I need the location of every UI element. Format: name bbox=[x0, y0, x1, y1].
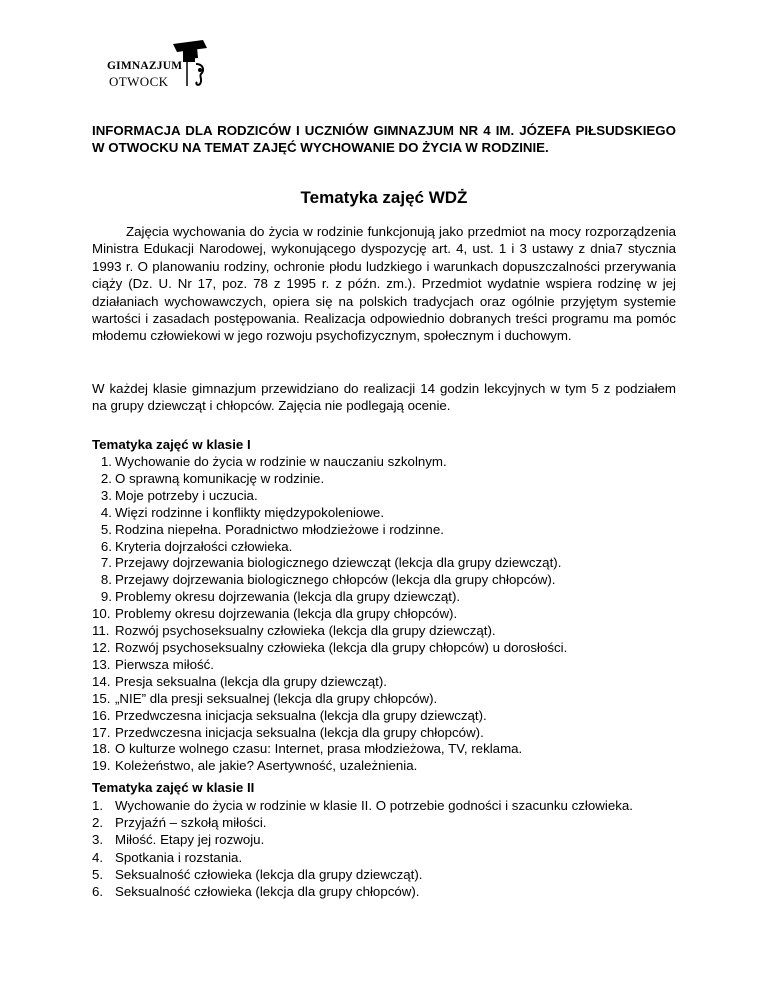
list-item: 3. Miłość. Etapy jej rozwoju. bbox=[92, 832, 265, 848]
list-item: 6. Kryteria dojrzałości człowieka. bbox=[100, 538, 293, 554]
class1-section-title: Tematyka zajęć w klasie I bbox=[92, 437, 251, 452]
logo-text-otwock: OTWOCK bbox=[109, 74, 169, 89]
logo-text-gimnazjum: GIMNAZJUM bbox=[107, 60, 183, 72]
list-item: 6. Seksualność człowieka (lekcja dla grupy chłopców). bbox=[92, 884, 420, 900]
list-item: 18. O kulturze wolnego czasu: Internet, prasa młodzieżowa, TV, reklama. bbox=[92, 741, 523, 757]
intro-paragraph: Zajęcia wychowania do życia w rodzinie funkcjonują jako przedmiot na mocy rozporządzenia Ministra Edukacji Narodowej, wykonującego dyspozycję art. 4, ust. 1 i 3 ustawy z dnia7 stycznia 1993 r. O planowaniu rodziny, ochronie płodu ludzkiego i warunkach dopuszczalności przerywania ciąży (Dz. U. Nr 17, poz. 78 z 1995 r. z późn. zm.). Przedmiot wydatnie wspiera rodzinę w jej działaniach wychowawczych, opiera się na polskich tradycjach oraz ogólnie przyjętym systemie wartości i zasadach postępowania. Realizacja odpowiednio dobranych treści programu ma pomóc młodemu człowiekowi w jego rozwoju psychofizycznym, społecznym i duchowym. bbox=[92, 224, 676, 344]
list-item: 10. Problemy okresu dojrzewania (lekcja dla grupy chłopców). bbox=[92, 606, 458, 622]
list-item: 5. Rodzina niepełna. Poradnictwo młodzieżowe i rodzinne. bbox=[100, 521, 444, 537]
document-heading: INFORMACJA DLA RODZICÓW I UCZNIÓW GIMNAZJUM NR 4 IM. JÓZEFA PIŁSUDSKIEGO W OTWOCKU NA TEMAT ZAJĘĆ WYCHOWANIE DO ŻYCIA W RODZINIE. bbox=[92, 123, 676, 155]
list-item: 7. Przejawy dojrzewania biologicznego dziewcząt (lekcja dla grupy dziewcząt). bbox=[100, 555, 562, 571]
class1-topic-list bbox=[92, 454, 676, 775]
list-item: 3. Moje potrzeby i uczucia. bbox=[100, 487, 258, 503]
list-item: 5. Seksualność człowieka (lekcja dla grupy dziewcząt). bbox=[92, 866, 423, 882]
school-logo bbox=[107, 40, 215, 92]
list-item: 14. Presja seksualna (lekcja dla grupy dziewcząt). bbox=[92, 673, 387, 689]
hours-paragraph: W każdej klasie gimnazjum przewidziano do realizacji 14 godzin lekcyjnych w tym 5 z podziałem na grupy dziewcząt i chłopców. Zajęcia nie podlegają ocenie. bbox=[92, 381, 676, 414]
list-item: 13. Pierwsza miłość. bbox=[92, 656, 215, 672]
list-item: 1. Wychowanie do życia w rodzinie w nauczaniu szkolnym. bbox=[100, 454, 447, 469]
list-item: 16. Przedwczesna inicjacja seksualna (lekcja dla grupy dziewcząt). bbox=[92, 707, 487, 723]
list-item: 11. Rozwój psychoseksualny człowieka (lekcja dla grupy dziewcząt). bbox=[92, 623, 496, 639]
class2-topic-list bbox=[92, 797, 676, 900]
class2-section-title: Tematyka zajęć w klasie II bbox=[92, 780, 255, 795]
list-item: 4. Spotkania i rozstania. bbox=[92, 849, 243, 865]
list-item: 19. Koleżeństwo, ale jakie? Asertywność, uzależnienia. bbox=[92, 758, 418, 774]
list-item: 2. O sprawną komunikację w rodzinie. bbox=[100, 470, 325, 486]
list-item: 4. Więzi rodzinne i konflikty międzypokoleniowe. bbox=[100, 504, 385, 520]
list-item: 9. Problemy okresu dojrzewania (lekcja dla grupy dziewcząt). bbox=[100, 589, 461, 605]
list-item: 1. Wychowanie do życia w rodzinie w klasie II. O potrzebie godności i szacunku człowieka. bbox=[92, 798, 633, 813]
list-item: 2. Przyjaźń – szkołą miłości. bbox=[92, 815, 267, 831]
list-item: 15. „NIE” dla presji seksualnej (lekcja dla grupy chłopców). bbox=[92, 690, 438, 706]
page-title: Tematyka zajęć WDŻ bbox=[300, 188, 468, 207]
list-item: 8. Przejawy dojrzewania biologicznego chłopców (lekcja dla grupy chłopców). bbox=[100, 572, 556, 588]
list-item: 17. Przedwczesna inicjacja seksualna (lekcja dla grupy chłopców). bbox=[92, 724, 484, 740]
list-item: 12. Rozwój psychoseksualny człowieka (lekcja dla grupy chłopców) u dorosłości. bbox=[92, 639, 568, 655]
